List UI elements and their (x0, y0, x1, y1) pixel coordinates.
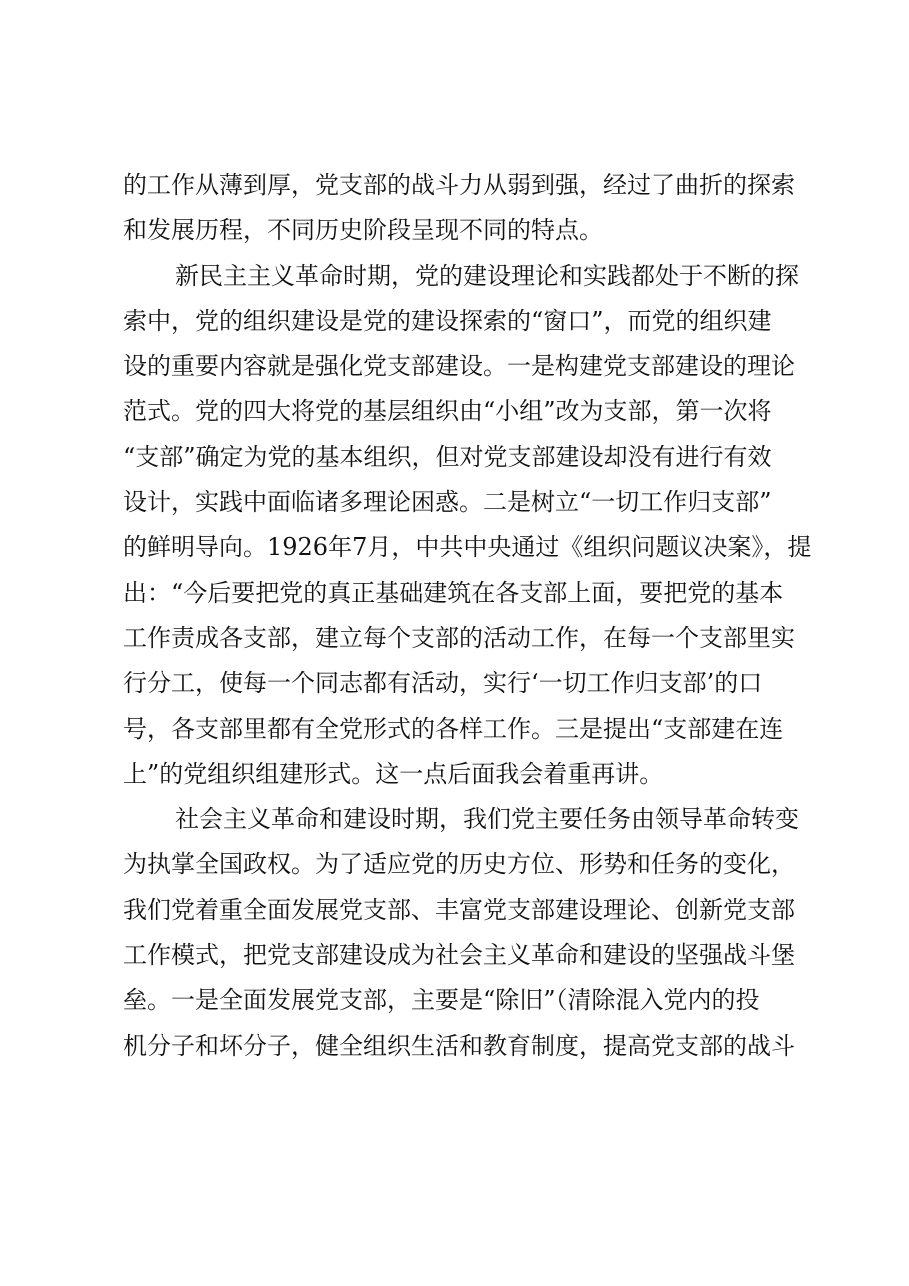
text-line: 设的重要内容就是强化党支部建设。一是构建党支部建设的理论 (123, 352, 795, 381)
text-line: 工作责成各支部，建立每个支部的活动工作，在每一个支部里实 (123, 623, 795, 652)
text-line: 垒。一是全面发展党支部，主要是“除旧”（清除混入党内的投 (123, 986, 760, 1015)
text-line: 和发展历程，不同历史阶段呈现不同的特点。 (123, 216, 603, 245)
text-line: 索中，党的组织建设是党的建设探索的“窗口”，而党的组织建 (123, 306, 772, 335)
text-line: 上”的党组织组建形式。这一点后面我会着重再讲。 (123, 759, 664, 788)
text-line: 的工作从薄到厚，党支部的战斗力从弱到强，经过了曲折的探索 (123, 171, 795, 199)
text-line: 范式。党的四大将党的基层组织由“小组”改为支部，第一次将 (123, 397, 772, 426)
text-line: 出：“今后要把党的真正基础建筑在各支部上面，要把党的基本 (123, 578, 784, 607)
text-line: 设计，实践中面临诸多理论困惑。二是树立“一切工作归支部” (123, 488, 772, 517)
text-line: 行分工，使每一个同志都有活动，实行‘一切工作归支部’的口 (123, 669, 763, 698)
text-line: 为执掌全国政权。为了适应党的历史方位、形势和任务的变化， (123, 850, 795, 879)
text-line: “支部”确定为党的基本组织，但对党支部建设却没有进行有效 (123, 442, 772, 471)
text-line: 工作模式，把党支部建设成为社会主义革命和建设的坚强战斗堡 (123, 941, 795, 970)
text-line: 的鲜明导向。1926年7月，中共中央通过《组织问题议决案》，提 (123, 533, 812, 562)
body-text (123, 163, 823, 1069)
text-line: 号，各支部里都有全党形式的各样工作。三是提出“支部建在连 (123, 714, 784, 743)
text-line: 社会主义革命和建设时期，我们党主要任务由领导革命转变 (175, 805, 799, 834)
text-line: 机分子和坏分子，健全组织生活和教育制度，提高党支部的战斗 (123, 1031, 795, 1060)
text-line: 新民主主义革命时期，党的建设理论和实践都处于不断的探 (175, 261, 799, 290)
text-line: 我们党着重全面发展党支部、丰富党支部建设理论、创新党支部 (123, 895, 795, 924)
